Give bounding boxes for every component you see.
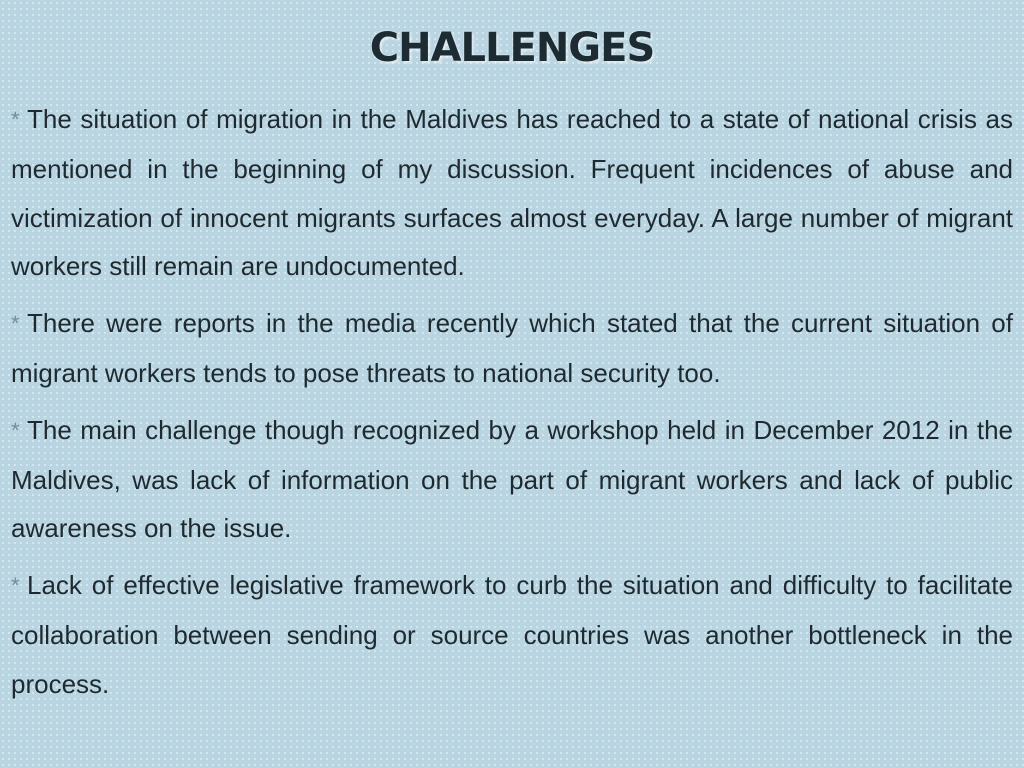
bullet-text: There were reports in the media recently which stated that the current situation of migrant workers tends to pose threats to national security too.: [11, 308, 1013, 388]
bullet-marker-icon: *: [11, 107, 20, 132]
bullet-text: The situation of migration in the Maldives has reached to a state of national crisis as mentioned in the beginning of my discussion. Frequent incidences of abuse and victimization of innocent migrants surfaces almost everyday. A large number of migrant workers still remain are undocumented.: [11, 104, 1013, 282]
bullet-item: [11, 299, 1013, 398]
bullet-list: [11, 95, 1013, 717]
bullet-text: Lack of effective legislative framework to curb the situation and difficulty to facilitate collaboration between sending or source countries was another bottleneck in the process.: [11, 570, 1013, 699]
bullet-marker-icon: *: [11, 311, 20, 337]
bullet-text: The main challenge though recognized by a workshop held in December 2012 in the Maldives, was lack of information on the part of migrant workers and lack of public awareness on the issue.: [11, 414, 1013, 544]
bullet-item: [11, 406, 1013, 553]
bullet-item: [11, 95, 1013, 291]
bullet-marker-icon: *: [11, 573, 20, 599]
bullet-item: [11, 561, 1013, 708]
slide-title: CHALLENGES: [369, 25, 655, 71]
bullet-marker-icon: *: [11, 417, 20, 443]
